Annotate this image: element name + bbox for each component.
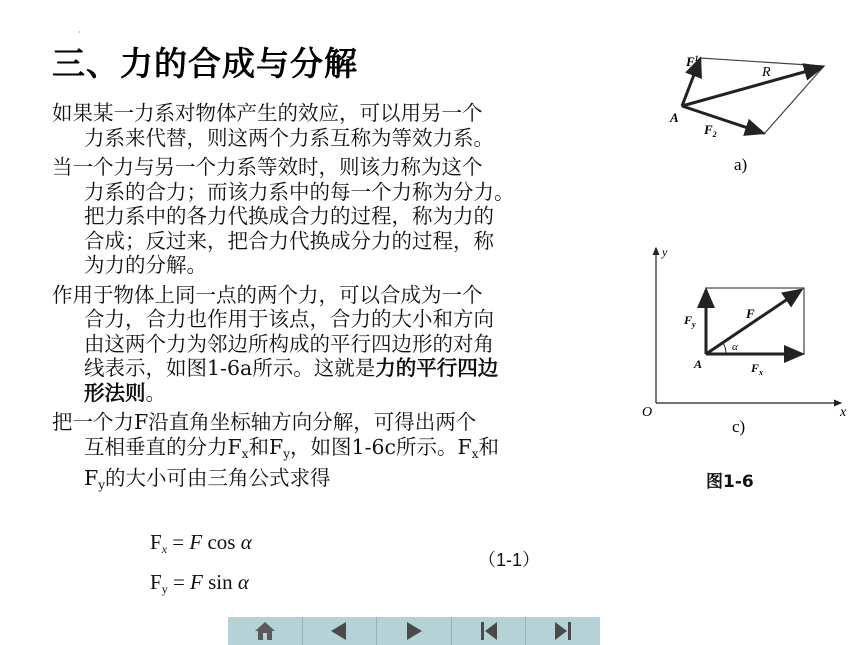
next-button[interactable] <box>377 617 452 645</box>
figure-label: 图1-6 <box>706 472 754 492</box>
paragraph-2: 当一个力与另一个力系等效时，则该力称为这个 力系的合力；而该力系中的每一个力称为分力。 把力系中的各力代换成合力的过程，称为力的 合成；反过来，把合力代换成分力的过程，称 为力的分解。 <box>52 155 515 277</box>
formula-fx: $F_x = F$ cos α <box>150 530 252 556</box>
figure-c-decomposition <box>636 238 852 438</box>
force-f2-arrow <box>682 106 763 133</box>
figure-a-parallelogram <box>664 38 834 178</box>
caption-c: c) <box>732 417 746 436</box>
resultant-r-arrow <box>682 67 822 106</box>
label-f1: $F^1$ <box>686 54 699 69</box>
label-a-point: A <box>670 110 679 125</box>
paragraph-3: 作用于物体上同一点的两个力，可以合成为一个 合力，合力也作用于该点，合力的大小和方向 由这两个力为邻边所构成的平行四边形的对角 线表示，如图1-6a所示。这就是力的平行四边 形法则。 <box>52 282 499 405</box>
next-icon <box>402 620 426 642</box>
paragraph-4: 把一个力F沿直角坐标轴方向分解，可得出两个 互相垂直的分力$F_x$和$F_y$，如图1-6c所示。$F_x$和 $F_y$的大小可由三角公式求得 <box>52 410 500 492</box>
body-text <box>52 101 652 503</box>
prev-button[interactable] <box>303 617 378 645</box>
label-origin: O <box>642 405 653 420</box>
label-alpha: α <box>732 341 738 353</box>
last-icon <box>551 620 575 642</box>
caption-a: a) <box>734 155 748 174</box>
label-f: F <box>746 306 755 321</box>
first-icon <box>477 620 501 642</box>
label-x: x <box>840 405 847 420</box>
equation-number: （1-1） <box>478 550 541 570</box>
formula-fy: $F_y = F$ sin α <box>150 570 249 596</box>
navigation-bar <box>228 617 600 645</box>
home-button[interactable] <box>228 617 303 645</box>
first-button[interactable] <box>452 617 527 645</box>
force-f-arrow <box>706 290 801 354</box>
parallelogram-law-term: 力的平行四边 <box>375 356 499 380</box>
stray-dot: · <box>78 28 81 37</box>
page-title: 三、力的合成与分解 <box>52 44 358 83</box>
last-button[interactable] <box>526 617 600 645</box>
label-f2: $F_2$ <box>704 122 717 139</box>
paragraph-1: 如果某一力系对物体产生的效应，可以用另一个 力系来代替，则这两个力系互称为等效力系。 <box>52 101 494 150</box>
prev-icon <box>327 620 351 642</box>
label-fx: $F_x$ <box>751 361 764 377</box>
home-icon <box>253 620 277 642</box>
label-a-point-c: A <box>694 357 703 371</box>
label-r: R <box>762 65 771 80</box>
label-fy: $F_y$ <box>684 313 696 329</box>
label-y: y <box>662 245 668 259</box>
